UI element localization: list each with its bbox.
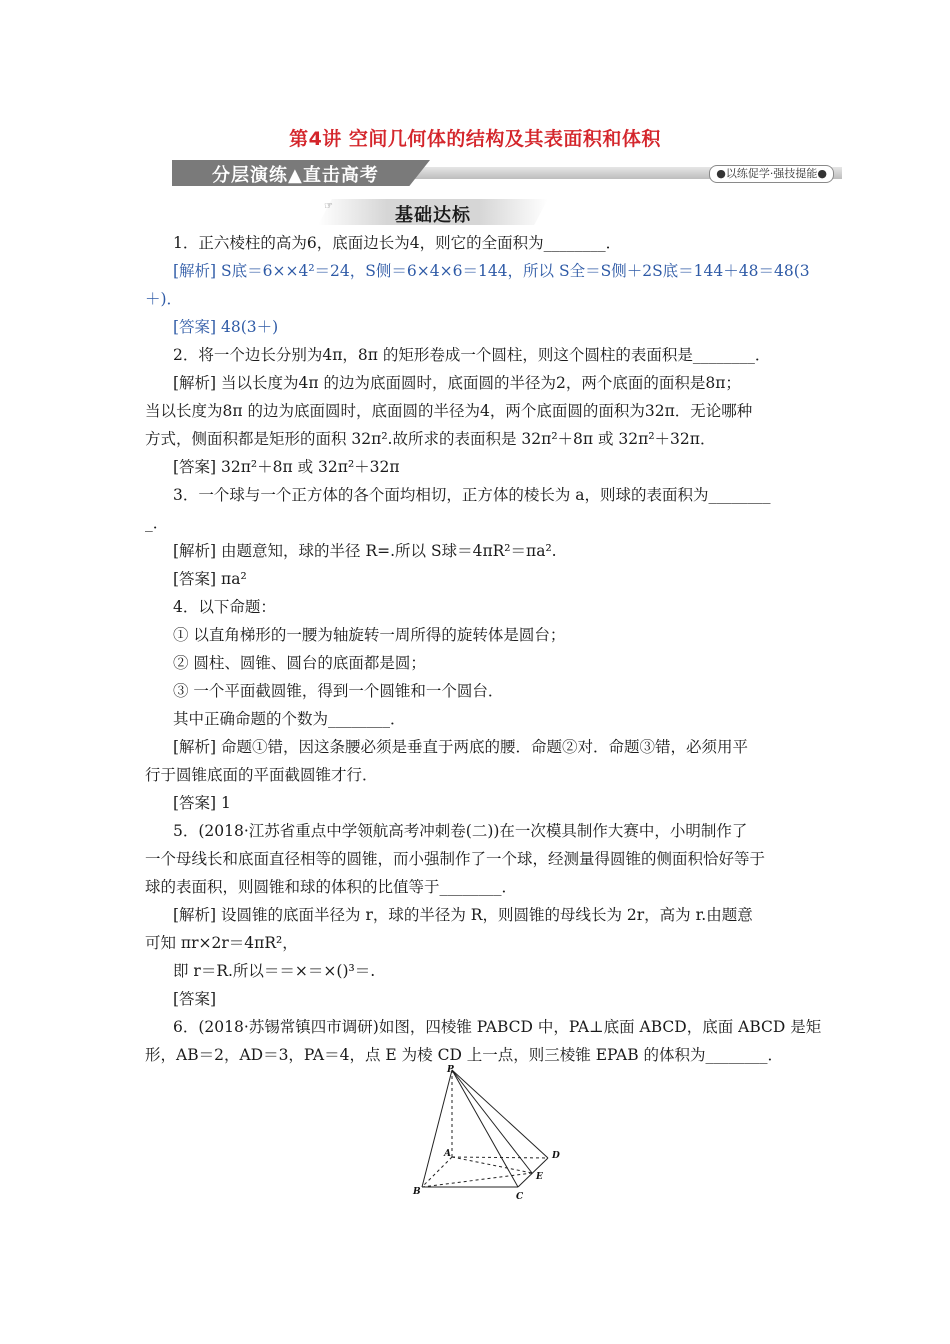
problem-5: 5．(2018·江苏省重点中学领航高考冲刺卷(二))在一次模具制作大赛中，小明制作了 (173, 822, 748, 840)
solution-5-cont: 即 r＝R.所以＝＝×＝×()³＝. (173, 962, 376, 980)
answer-3: [答案] πa² (173, 570, 247, 588)
solution-1: [解析] S底＝6××4²＝24，S侧＝6×4×6＝144，所以 S全＝S侧＋2S底＝144＋48＝48(3 (173, 262, 810, 280)
problem-4-question: 其中正确命题的个数为________． (173, 710, 406, 728)
solution-3: [解析] 由题意知，球的半径 R=.所以 S球＝4πR²＝πa². (173, 542, 557, 560)
problem-6-cont: 形，AB＝2，AD＝3，PA＝4，点 E 为棱 CD 上一点，则三棱锥 EPAB 的体积为________． (145, 1046, 784, 1064)
section-heading (318, 199, 548, 225)
answer-4: [答案] 1 (173, 794, 231, 812)
solution-4: [解析] 命题①错，因这条腰必须是垂直于两底的腰．命题②对．命题③错，必须用平 (173, 738, 749, 756)
proposition-1: ① 以直角梯形的一腰为轴旋转一周所得的旋转体是圆台； (173, 626, 566, 644)
label-b: B (413, 1187, 421, 1197)
answer-5: [答案] (173, 990, 217, 1008)
solution-1-cont: ＋)． (145, 290, 183, 308)
label-a: A (444, 1149, 451, 1159)
label-p: P (447, 1065, 454, 1075)
solution-5-cont: 可知 πr×2r＝4πR²， (145, 934, 298, 952)
problem-4: 4．以下命题： (173, 598, 276, 616)
pyramid-figure (408, 1062, 582, 1208)
label-e: E (536, 1172, 543, 1182)
problem-3-cont: _． (145, 514, 169, 532)
solution-5: [解析] 设圆锥的底面半径为 r，球的半径为 R，则圆锥的母线长为 2r，高为 r.由题意 (173, 906, 753, 924)
proposition-3: ③ 一个平面截圆锥，得到一个圆锥和一个圆台． (173, 682, 504, 700)
label-c: C (516, 1192, 524, 1202)
solution-2-cont: 当以长度为8π 的边为底面圆时，底面圆的半径为4，两个底面圆的面积为32π．无论哪种 (145, 402, 753, 420)
answer-2: [答案] 32π²＋8π 或 32π²＋32π (173, 458, 400, 476)
section-heading-text: 基础达标 (395, 205, 471, 226)
label-d: D (552, 1151, 560, 1161)
problem-5-cont: 一个母线长和底面直径相等的圆锥，而小强制作了一个球，经测量得圆锥的侧面积恰好等于 (145, 850, 766, 868)
banner-main-text: 分层演练▲直击高考 (212, 165, 379, 186)
solution-2-cont: 方式，侧面积都是矩形的面积 32π².故所求的表面积是 32π²＋8π 或 32π²＋32π． (145, 430, 716, 448)
problem-6: 6．(2018·苏锡常镇四市调研)如图，四棱锥 PABCD 中，PA⊥底面 ABCD，底面 ABCD 是矩 (173, 1018, 822, 1036)
problem-3: 3．一个球与一个正方体的各个面均相切，正方体的棱长为 a，则球的表面积为________ (173, 486, 771, 504)
banner-right-tag: ●以练促学·强技提能● (709, 165, 834, 183)
solution-4-cont: 行于圆锥底面的平面截圆锥才行． (145, 766, 378, 784)
section-mark-icon: ☞ (324, 201, 333, 212)
problem-2: 2．将一个边长分别为4π，8π 的矩形卷成一个圆柱，则这个圆柱的表面积是________． (173, 346, 771, 364)
problem-1: 1．正六棱柱的高为6，底面边长为4，则它的全面积为________． (173, 234, 622, 252)
problem-5-cont: 球的表面积，则圆锥和球的体积的比值等于________． (145, 878, 518, 896)
page-title: 第4讲 空间几何体的结构及其表面积和体积 (289, 128, 661, 150)
answer-1: [答案] 48(3＋) (173, 318, 279, 336)
solution-2: [解析] 当以长度为4π 的边为底面圆时，底面圆的半径为2，两个底面的面积是8π； (173, 374, 741, 392)
proposition-2: ② 圆柱、圆锥、圆台的底面都是圆； (173, 654, 426, 672)
section-banner (172, 160, 842, 186)
